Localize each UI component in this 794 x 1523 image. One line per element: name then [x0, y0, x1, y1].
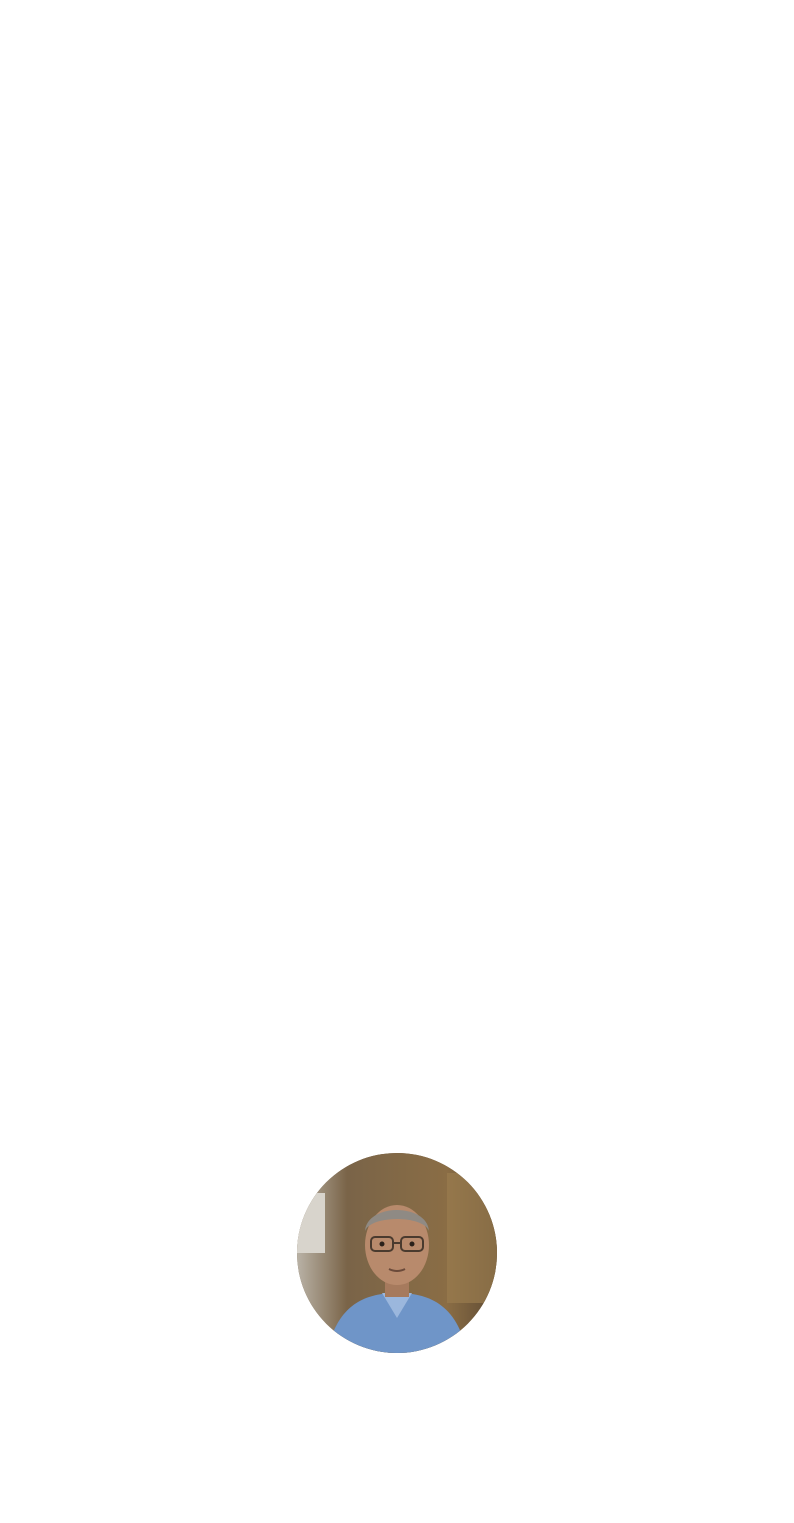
author-avatar — [297, 1153, 497, 1353]
code-gap — [8, 249, 784, 285]
person-photo-icon — [297, 1153, 497, 1353]
solution-code — [8, 249, 784, 1120]
